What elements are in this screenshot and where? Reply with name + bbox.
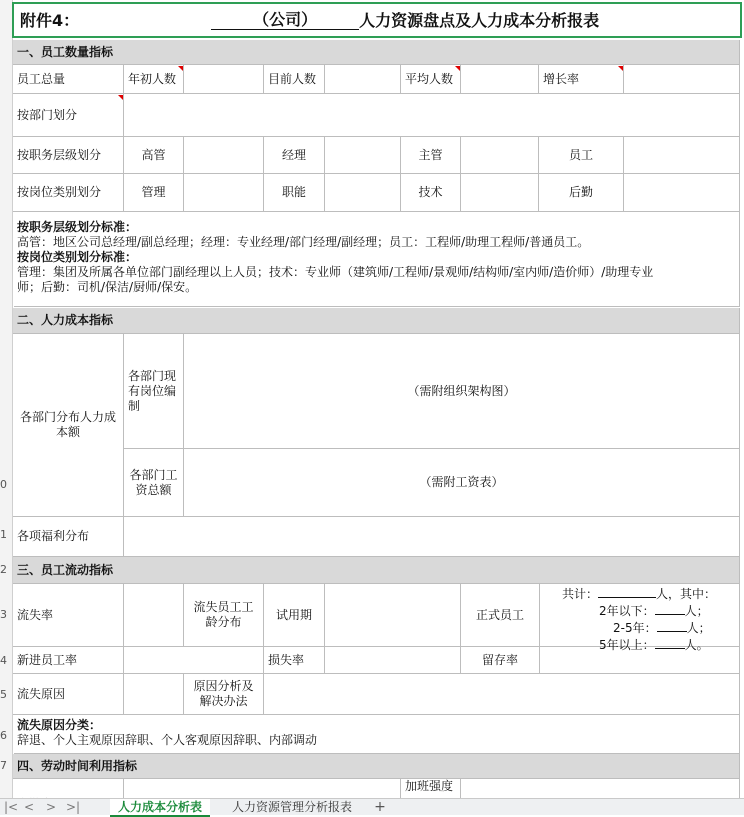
comment-marker-icon bbox=[618, 66, 623, 71]
value-cell[interactable] bbox=[461, 65, 539, 94]
value-cell[interactable] bbox=[624, 65, 740, 94]
section-heading[interactable]: 二、人力成本指标 bbox=[13, 308, 740, 334]
last-sheet-icon[interactable]: >| bbox=[66, 800, 81, 814]
label-cell[interactable]: 正式员工 bbox=[461, 584, 540, 647]
title-cell[interactable] bbox=[12, 2, 742, 38]
label-cell[interactable]: 增长率 bbox=[539, 65, 624, 94]
classification-notes[interactable] bbox=[14, 212, 740, 307]
label-cell[interactable]: 各部门现有岗位编制 bbox=[124, 334, 184, 449]
label-cell[interactable]: 各项福利分布 bbox=[13, 517, 124, 557]
value-cell[interactable] bbox=[325, 65, 401, 94]
label-cell[interactable]: 管理 bbox=[124, 174, 184, 212]
value-cell[interactable] bbox=[124, 584, 184, 647]
label-cell[interactable]: 平均人数 bbox=[401, 65, 461, 94]
label-cell[interactable]: 流失原因 bbox=[13, 674, 124, 715]
label-cell[interactable]: 目前人数 bbox=[264, 65, 325, 94]
tenure-under-2: 2年以下： bbox=[599, 604, 655, 618]
value-cell[interactable] bbox=[325, 584, 461, 647]
note-text: 师；后勤：司机/保洁/厨师/保安。 bbox=[17, 280, 198, 294]
value-cell[interactable] bbox=[624, 174, 740, 212]
row-number[interactable]: 4 bbox=[0, 654, 7, 667]
tab-hr-cost-analysis[interactable]: 人力成本分析表 bbox=[110, 799, 210, 817]
comment-marker-icon bbox=[455, 66, 460, 71]
tenure-over-5: 5年以上： bbox=[599, 638, 655, 652]
total-suffix: 人，其中： bbox=[656, 587, 717, 601]
note-text: 辞退、个人主观原因辞职、个人客观原因辞职、内部调动 bbox=[17, 733, 318, 747]
row-header bbox=[0, 0, 13, 798]
section-heading[interactable]: 三、员工流动指标 bbox=[13, 557, 740, 584]
label-cell[interactable]: 年初人数 bbox=[124, 65, 184, 94]
row-number[interactable]: 6 bbox=[0, 729, 7, 742]
label-cell[interactable]: 流失率 bbox=[13, 584, 124, 647]
note-title: 按职务层级划分标准： bbox=[17, 220, 138, 234]
label-cell[interactable] bbox=[13, 779, 124, 798]
value-cell[interactable] bbox=[461, 174, 539, 212]
label-cell[interactable]: 新进员工率 bbox=[13, 647, 124, 674]
section-heading[interactable]: 一、员工数量指标 bbox=[13, 40, 740, 65]
note-title: 流失原因分类： bbox=[17, 718, 102, 732]
label-cell[interactable]: 按岗位类别划分 bbox=[13, 174, 124, 212]
row-number[interactable]: 0 bbox=[0, 478, 7, 491]
attachment-note[interactable]: （需附组织架构图） bbox=[184, 334, 740, 449]
value-cell[interactable] bbox=[325, 137, 401, 174]
label-cell[interactable]: 原因分析及解决办法 bbox=[184, 674, 264, 715]
row-number[interactable]: 7 bbox=[0, 759, 7, 772]
label-cell[interactable]: 职能 bbox=[264, 174, 325, 212]
loss-classification-note[interactable] bbox=[14, 715, 740, 754]
label-cell[interactable]: 各部门分布人力成本额 bbox=[13, 334, 124, 517]
label-cell[interactable]: 高管 bbox=[124, 137, 184, 174]
value-cell[interactable] bbox=[624, 137, 740, 174]
comment-marker-icon bbox=[178, 66, 183, 71]
tenure-2-5: 2-5年： bbox=[613, 621, 657, 635]
unit: 人； bbox=[684, 604, 709, 618]
unit: 人。 bbox=[684, 638, 709, 652]
label-cell[interactable]: 按部门划分 bbox=[13, 94, 124, 137]
label-cell[interactable]: 加班强度 bbox=[401, 779, 461, 798]
label-cell[interactable]: 留存率 bbox=[461, 647, 540, 674]
label-cell[interactable]: 各部门工资总额 bbox=[124, 449, 184, 517]
label-cell[interactable]: 技术 bbox=[401, 174, 461, 212]
row-number[interactable]: 1 bbox=[0, 528, 7, 541]
tenure-breakdown[interactable] bbox=[540, 584, 740, 652]
title-prefix: 附件4： bbox=[20, 10, 80, 30]
value-cell[interactable] bbox=[184, 65, 264, 94]
first-sheet-icon[interactable]: |< bbox=[4, 800, 19, 814]
title-main: 人力资源盘点及人力成本分析报表 bbox=[359, 10, 600, 30]
comment-marker-icon bbox=[118, 95, 123, 100]
label-cell[interactable]: 员工总量 bbox=[13, 65, 124, 94]
label-cell[interactable]: 按职务层级划分 bbox=[13, 137, 124, 174]
label-cell[interactable]: 经理 bbox=[264, 137, 325, 174]
value-cell[interactable] bbox=[540, 647, 740, 674]
value-cell[interactable] bbox=[264, 674, 740, 715]
note-text: 管理：集团及所属各单位部门副经理以上人员；技术：专业师（建筑师/工程师/景观师/结构师/室内师/造价师）/助理专业 bbox=[17, 265, 654, 279]
value-cell[interactable] bbox=[124, 674, 184, 715]
sheet-tab-bar bbox=[0, 798, 744, 815]
next-sheet-icon[interactable]: > bbox=[46, 800, 57, 814]
value-cell[interactable] bbox=[124, 647, 264, 674]
value-cell[interactable] bbox=[184, 174, 264, 212]
row-number[interactable]: 3 bbox=[0, 608, 7, 621]
prev-sheet-icon[interactable]: < bbox=[24, 800, 35, 814]
row-number[interactable]: 2 bbox=[0, 563, 7, 576]
blank-line bbox=[657, 619, 687, 632]
tab-hr-management-report[interactable]: 人力资源管理分析报表 bbox=[231, 800, 352, 814]
value-cell[interactable] bbox=[461, 779, 740, 798]
blank-line bbox=[655, 602, 685, 615]
label-cell[interactable]: 主管 bbox=[401, 137, 461, 174]
value-cell[interactable] bbox=[325, 174, 401, 212]
label-cell[interactable]: 流失员工工龄分布 bbox=[184, 584, 264, 647]
unit: 人； bbox=[686, 621, 711, 635]
attachment-note[interactable]: （需附工资表） bbox=[184, 449, 740, 517]
value-cell[interactable] bbox=[184, 137, 264, 174]
label-cell[interactable]: 损失率 bbox=[264, 647, 325, 674]
value-cell[interactable] bbox=[124, 779, 401, 798]
value-cell[interactable] bbox=[124, 94, 740, 137]
value-cell[interactable] bbox=[461, 137, 539, 174]
label-cell[interactable]: 员工 bbox=[539, 137, 624, 174]
add-sheet-button[interactable]: + bbox=[374, 799, 386, 815]
row-number[interactable]: 5 bbox=[0, 688, 7, 701]
value-cell[interactable] bbox=[124, 517, 740, 557]
label-cell[interactable]: 后勤 bbox=[539, 174, 624, 212]
note-text: 高管：地区公司总经理/副总经理；经理：专业经理/部门经理/副经理；员工：工程师/助理工程师/普通员工。 bbox=[17, 235, 590, 249]
value-cell[interactable] bbox=[325, 647, 461, 674]
note-title: 按岗位类别划分标准： bbox=[17, 250, 138, 264]
section-heading[interactable]: 四、劳动时间利用指标 bbox=[13, 754, 740, 779]
label-cell[interactable]: 试用期 bbox=[264, 584, 325, 647]
blank-line bbox=[598, 585, 656, 598]
total-label: 共计： bbox=[562, 587, 599, 601]
title-company: （公司） bbox=[211, 11, 359, 30]
